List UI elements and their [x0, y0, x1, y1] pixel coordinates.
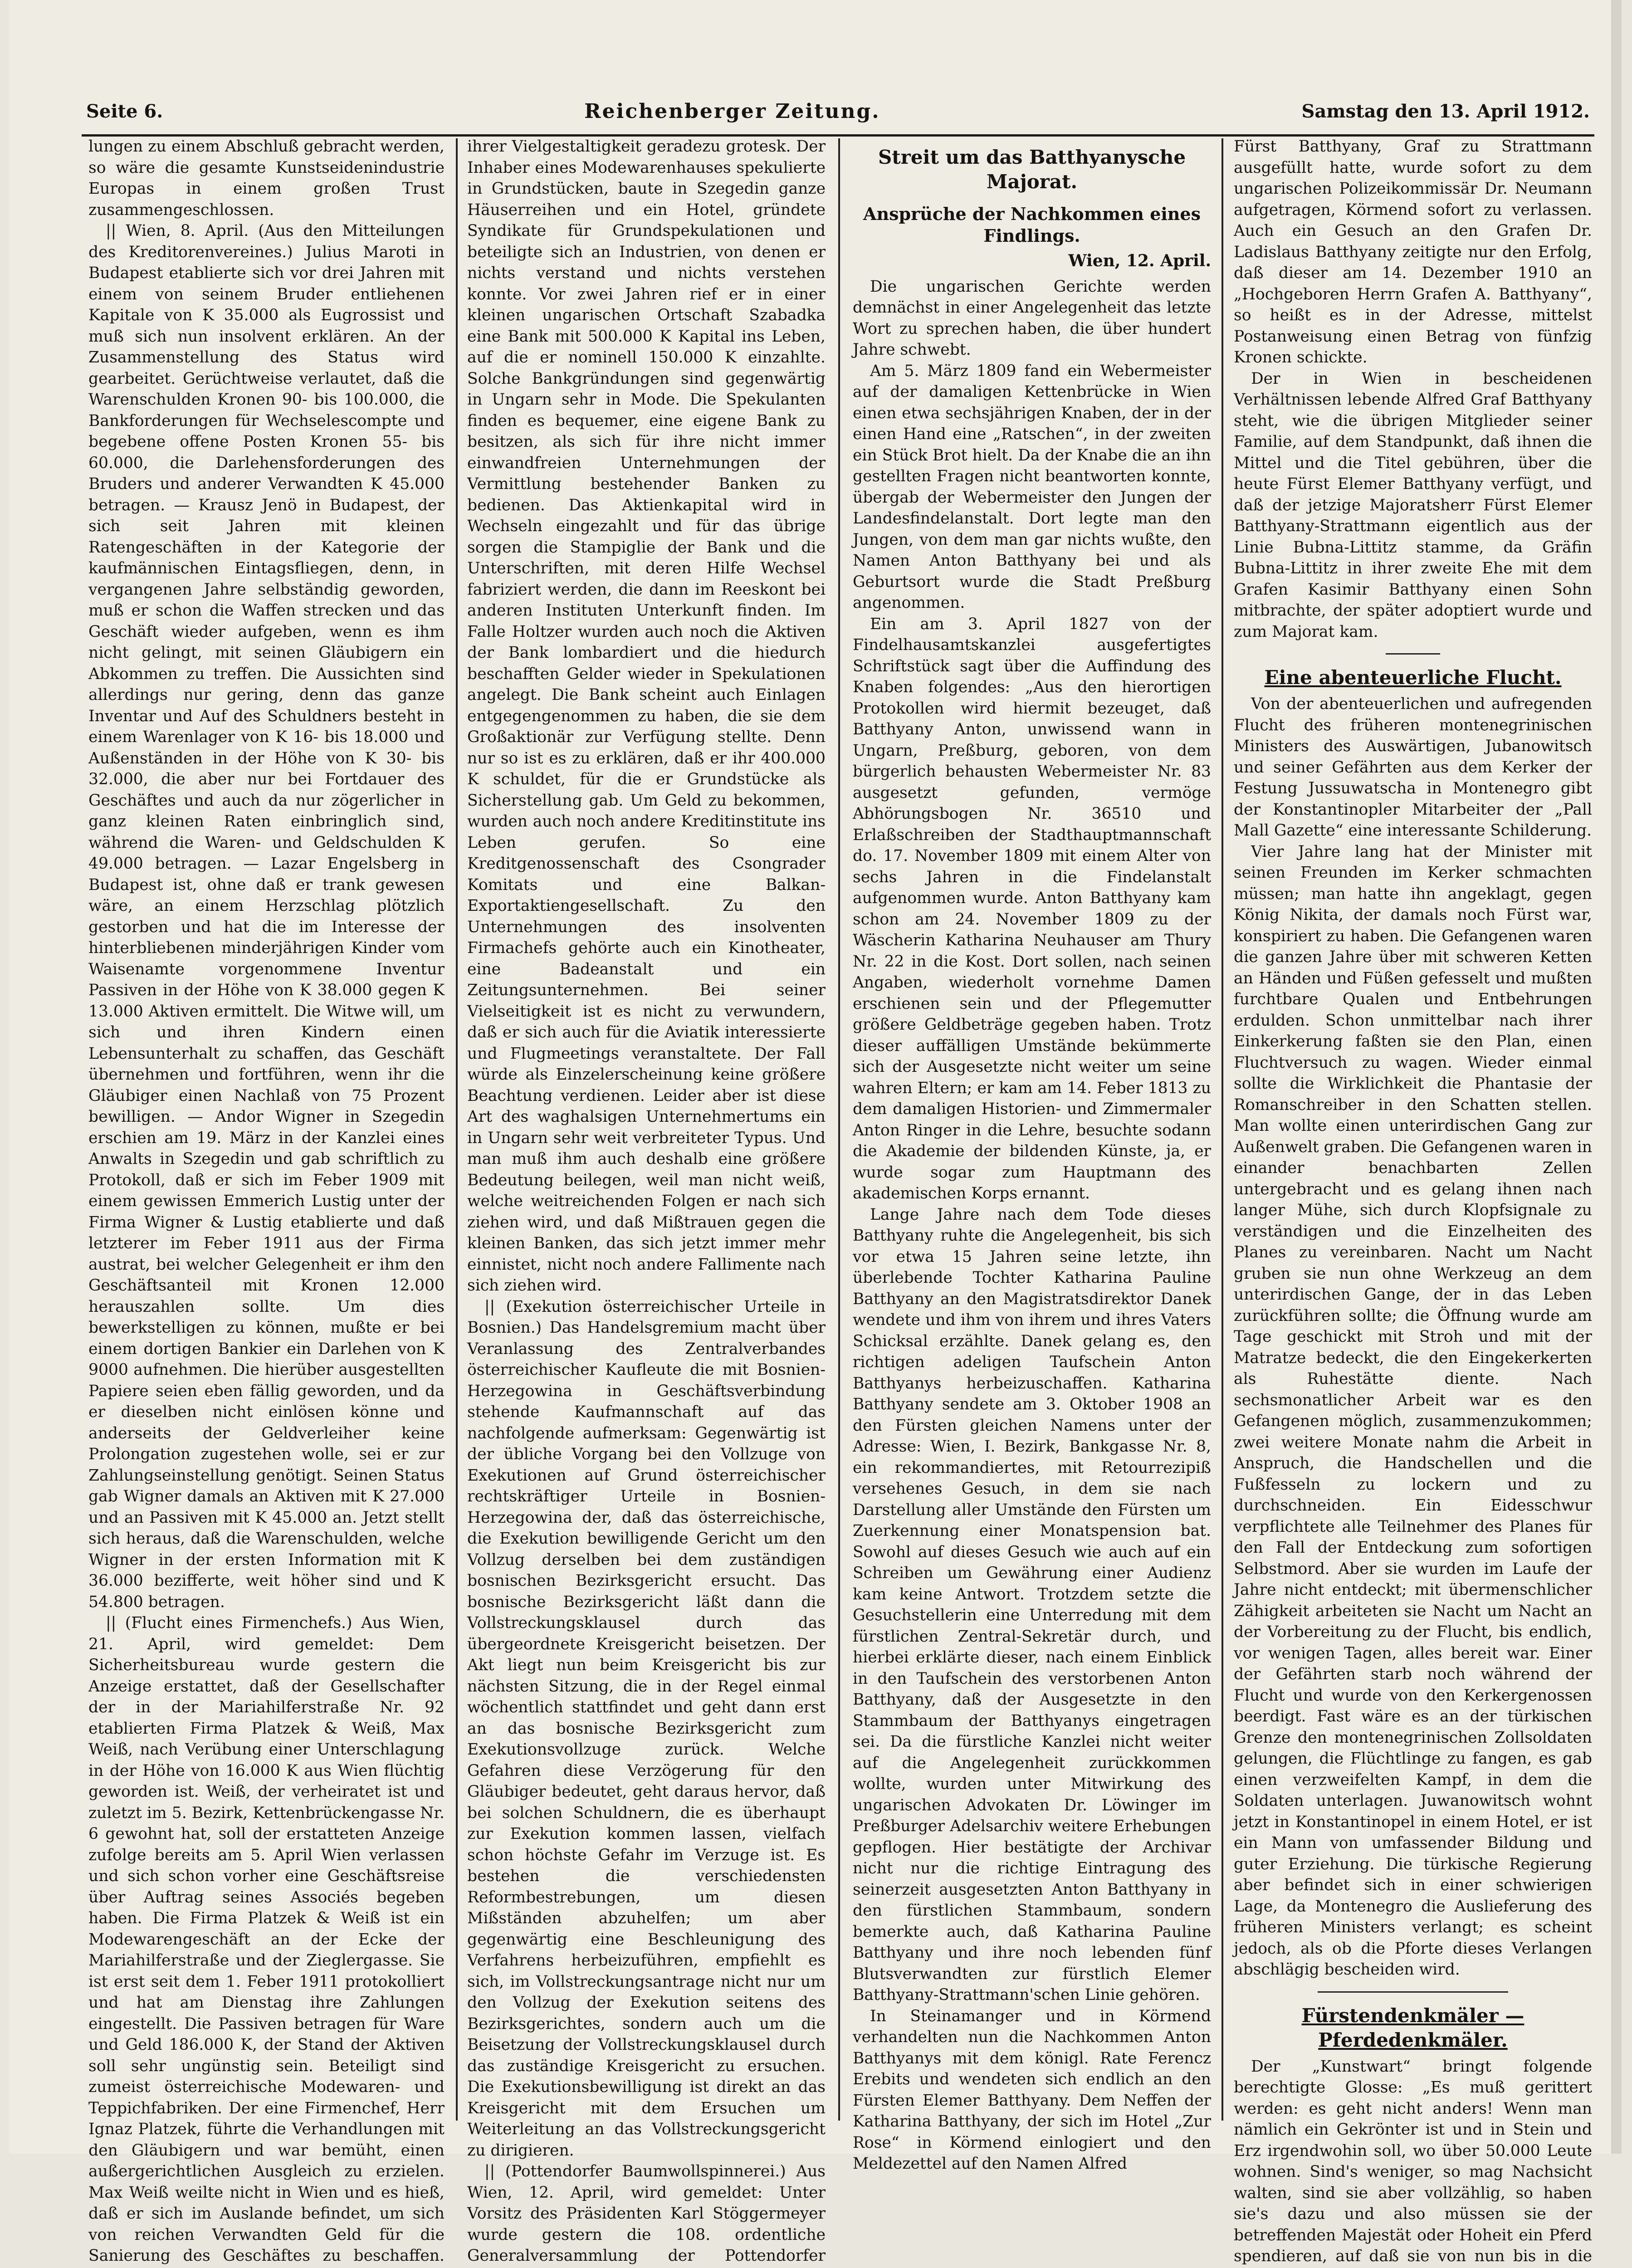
article-paragraph: Lange Jahre nach dem Tode dieses Batthyany ruhte die Angelegenheit, bis sich vor etwa 15 Jahren seine letzte, ihn überlebende Tochter Katharina Pauline Batthyany an den Magistratsdirektor Danek wendete und ihm von ihrem und ihres Vaters Schicksal erzählte. Danek gelang es, den richtigen adeligen Taufschein Anton Batthyanys herbeizuschaffen. Katharina Batthyany sendete am 3. Oktober 1908 an den Fürsten gleichen Namens unter der Adresse: Wien, I. Bezirk, Bankgasse Nr. 8, ein rekommandiertes, mit Retourrezipiß versehenes Gesuch, in dem sie nach Darstellung aller Umstände den Fürsten um Zuerkennung einer Monatspension bat. Sowohl auf dieses Gesuch wie auch auf ein Schreiben um Gewährung einer Audienz kam keine Antwort. Trotzdem setzte die Gesuchstellerin eine Unterredung mit dem fürstlichen Zentral-Sekretär durch, und hierbei erklärte dieser, nach einem Einblick in den Taufschein des verstorbenen Anton Batthyany, daß der Ausgesetzte in den Stammbaum der Batthyanys eingetragen sei. Da die fürstliche Kanzlei nicht weiter auf die Angelegenheit zurückkommen wollte, wurden unter Mitwirkung des ungarischen Advokaten Dr. Löwinger im Preßburger Adelsarchiv weitere Erhebungen gepflogen. Hier bestätigte der Archivar nicht nur die richtige Eintragung des seinerzeit ausgesetzten Anton Batthyany in den fürstlichen Stammbaum, sondern bemerkte auch, daß Katharina Pauline Batthyany und ihre noch lebenden fünf Blutsverwandten zur fürstlich Elemer Batthyany-Strattmann'schen Linie gehören. [853, 1204, 1211, 2006]
article-headline: Fürstendenkmäler — Pferdedenkmäler. [1234, 2004, 1592, 2053]
article-headline: Streit um das Batthyanysche Majorat. [853, 145, 1211, 194]
article-execution-bosnia: || (Exekution österreichischer Urteile in Bosnien.) Das Handelsgremium macht über Veranlassung des Zentralverbandes österreichischer Kaufleute die mit Bosnien-Herzegowina in Geschäftsverbindung stehende Kaufmannschaft auf das nachfolgende aufmerksam: Gegenwärtig ist der übliche Vorgang bei den Vollzuge von Exekutionen auf Grund österreichischer rechtskräftiger Urteile in Bosnien-Herzegowina der, daß das österreichische, die Exekution bewilligende Gericht um den Vollzug derselben bei dem zuständigen bosnischen Bezirksgericht ersucht. Das bosnische Bezirksgericht läßt dann die Vollstreckungsklausel durch das übergeordnete Kreisgericht beisetzen. Der Akt liegt nun beim Kreisgericht bis zur nächsten Sitzung, die in der Regel einmal wöchentlich stattfindet und geht dann erst an das bosnische Bezirksgericht zum Exekutionsvollzuge zurück. Welche Gefahren diese Verzögerung für den Gläubiger bedeutet, geht daraus hervor, daß bei solchen Schuldnern, die es überhaupt zur Exekution kommen lassen, vielfach schon höchste Gefahr im Verzuge ist. Es bestehen die verschiedensten Reformbestrebungen, um diesen Mißständen abzuhelfen; um aber gegenwärtig eine Beschleunigung des Verfahrens herbeizuführen, empfiehlt es sich, im Vollstreckungsantrage nicht nur um den Vollzug der Exekution seitens des Bezirksgerichtes, sondern auch um die Beisetzung der Vollstreckungsklausel durch das zuständige Kreisgericht zu ersuchen. Die Exekutionsbewilligung ist direkt an das Kreisgericht mit dem Ersuchen um Weiterleitung an das Vollstreckungsgericht zu dirigieren. [467, 1296, 826, 2161]
column-3 [853, 136, 1211, 2123]
article-paragraph: Vier Jahre lang hat der Minister mit seinen Freunden im Kerker schmachten müssen; man hatte ihn angeklagt, gegen König Nikita, der damals noch Fürst war, konspiriert zu haben. Die Gefangenen waren die ganzen Jahre über mit schweren Ketten an Händen und Füßen gefesselt und mußten furchtbare Qualen und Entbehrungen erdulden. Schon unmittelbar nach ihrer Einkerkerung faßten sie den Plan, einen Fluchtversuch zu wagen. Wieder einmal sollte die Wirklichkeit die Phantasie der Romanschreiber in den Schatten stellen. Man wollte einen unterirdischen Gang zur Außenwelt graben. Die Gefangenen waren in einander benachbarten Zellen untergebracht und es gelang ihnen nach langer Mühe, sich durch Klopfsignale zu verständigen und die Einzelheiten des Planes zu vereinbaren. Nacht um Nacht gruben sie nun ohne Werkzeug an dem unterirdischen Gange, der in das Leben zurückführen sollte; die Öffnung wurde am Tage geschickt mit Stroh und mit der Matratze bedeckt, die den Eingekerkerten als Ruhestätte diente. Nach sechsmonatlicher Arbeit war es den Gefangenen möglich, zusammenzukommen; zwei weitere Monate nahm die Arbeit in Anspruch, die Handschellen und die Fußfesseln zu lockern und zu durchschneiden. Ein Eidesschwur verpflichtete alle Teilnehmer des Planes für den Fall der Entdeckung zum sofortigen Selbstmord. Aber sie wurden im Laufe der Jahre nicht entdeckt; mit übermenschlicher Zähigkeit arbeiteten sie Nacht um Nacht an der Vorbereitung zu der Flucht, bis endlich, vor wenigen Tagen, alles bereit war. Einer der Gefährten starb noch während der Flucht und wurde von den Kerkergenossen beerdigt. Fast wäre es an der türkischen Grenze den montenegrinischen Zollsoldaten gelungen, die Flüchtlinge zu fangen, es gab einen verzweifelten Kampf, in dem die Soldaten unterlagen. Juwanowitsch wohnt jetzt in Konstantinopel in einem Hotel, er ist ein Mann von umfassender Bildung und guter Erziehung. Die türkische Regierung aber befindet sich in einer schwierigen Lage, da Montenegro die Auslieferung des früheren Ministers verlangt; es scheint jedoch, als ob die Pforte dieses Verlangen abschlägig bescheiden wird. [1234, 841, 1592, 1980]
article-paragraph: In Steinamanger und in Körmend verhandelten nun die Nachkommen Anton Batthyanys mit dem königl. Rate Ferencz Erebits und wendeten sich endlich an den Fürsten Elemer Batthyany. Dem Neffen der Katharina Batthyany, der sich im Hotel „Zur Rose“ in Körmend einlogiert und den Meldezettel auf den Namen Alfred [853, 2006, 1211, 2175]
column-2 [467, 136, 826, 2123]
article-flight-of-firm-chief: || (Flucht eines Firmenchefs.) Aus Wien, 21. April, wird gemeldet: Dem Sicherheitsbureau wurde gestern die Anzeige erstattet, daß der Gesellschafter der in der Mariahilferstraße Nr. 92 etablierten Firma Platzek & Weiß, Max Weiß, nach Verübung einer Unterschlagung in der Höhe von 16.000 K aus Wien flüchtig geworden ist. Weiß, der verheiratet ist und zuletzt im 5. Bezirk, Kettenbrückengasse Nr. 6 gewohnt hat, soll der erstatteten Anzeige zufolge bereits am 5. April Wien verlassen und sich schon vorher eine Geschäftsreise über Auftrag seines Associés begeben haben. Die Firma Platzek & Weiß ist ein Modewarengeschäft an der Ecke der Mariahilferstraße und der Zieglergasse. Sie ist erst seit dem 1. Feber 1911 protokolliert und hat am Dienstag ihre Zahlungen eingestellt. Die Passiven betragen für Ware und Geld 186.000 K, der Stand der Aktiven soll sehr ungünstig sein. Beteiligt sind zumeist österreichische Modewaren- und Teppichfabriken. Der eine Firmenchef, Herr Ignaz Platzek, führte die Verhandlungen mit den Gläubigern und war bemüht, einen außergerichtlichen Ausgleich zu erzielen. Max Weiß weilte nicht in Wien und es hieß, daß er sich im Auslande befindet, um sich von reichen Verwandten Geld für die Sanierung des Geschäftes zu beschaffen. [88, 1613, 445, 2268]
article-subheadline: Ansprüche der Nachkommen eines Findlings. [853, 203, 1211, 247]
column-divider [456, 138, 458, 2121]
article-paragraph: Die ungarischen Gerichte werden demnächst in einer Angelegenheit das letzte Wort zu sprechen haben, die über hundert Jahre schwebt. [853, 276, 1211, 361]
column-1 [88, 136, 445, 2123]
newspaper-title: Reichenberger Zeitung. [584, 100, 880, 123]
article-paragraph: Fürst Batthyany, Graf zu Strattmann ausgefüllt hatte, wurde sofort zu dem ungarischen Polizeikommissär Dr. Neumann aufgetragen, Körmend sofort zu verlassen. Auch ein Gesuch an den Grafen Dr. Ladislaus Batthyany zeitigte nur den Erfolg, daß dieser am 14. Dezember 1910 an „Hochgeboren Herrn Grafen A. Batthyany“, so heißt es in der Adresse, mittelst Postanweisung einen Betrag von fünfzig Kronen schickte. [1234, 136, 1592, 368]
page-edge [1611, 0, 1622, 2154]
issue-date: Samstag den 13. April 1912. [1301, 101, 1590, 122]
article-paragraph: Ein am 3. April 1827 von der Findelhausamtskanzlei ausgefertigtes Schriftstück sagt über die Auffindung des Knaben folgendes: „Aus den hierortigen Protokollen wird hiermit bezeuget, daß Batthyany Anton, unwissend wann in Ungarn, Preßburg, geboren, von dem bürgerlich behausten Webermeister Nr. 83 ausgesetzt gefunden, vermöge Abhörungsbogen Nr. 36510 und Erlaßschreiben der Stadthauptmannschaft do. 17. November 1809 mit einem Alter von sechs Jahren in die Findelanstalt aufgenommen wurde. Anton Batthyany kam schon am 24. November 1809 zu der Wäscherin Katharina Neuhauser am Thury Nr. 22 in die Kost. Dort sollen, nach seinen Angaben, wiederholt vornehme Damen erschienen sein und der Pflegemutter größere Geldbeträge gegeben haben. Trotz dieser auffälligen Umstände bekümmerte sich der Ausgesetzte nicht weiter um seine wahren Eltern; er kam am 14. Feber 1813 zu dem damaligen Historien- und Zimmermaler Anton Ringer in die Lehre, besuchte sodann die Akademie der bildenden Künste, ja, er wurde sogar zum Hauptmann des akademischen Korps ernannt. [853, 614, 1211, 1204]
article-paragraph: Der „Kunstwart“ bringt folgende berechtigte Glosse: „Es muß gerittert werden: es geht nicht anders! Wenn man nämlich ein Gekrönter ist und in Stein und Erz irgendwohin soll, wo über 50.000 Leute wohnen. Sind's weniger, so mag Nachsicht walten, sind sie aber vollzählig, so haben sie's dazu und also müssen sie der betreffenden Majestät oder Hoheit ein Pferd spendieren, auf daß sie von nun bis in die [1234, 2056, 1592, 2268]
article-pottendorf-spinning: || (Pottendorfer Baumwollspinnerei.) Aus Wien, 12. April, wird gemeldet: Unter Vorsitz des Präsidenten Karl Stöggermeyer wurde gestern die 108. ordentliche Generalversammlung der Pottendorfer [467, 2161, 826, 2268]
article-paragraph: lungen zu einem Abschluß gebracht werden, so wäre die gesamte Kunstseidenindustrie Europas in einem großen Trust zusammengeschlossen. [88, 136, 445, 220]
column-divider [1222, 138, 1223, 2121]
page-header [86, 95, 1590, 127]
article-paragraph: Von der abenteuerlichen und aufregenden Flucht des früheren montenegrinischen Ministers des Auswärtigen, Jubanowitsch und seiner Gefährten aus dem Kerker der Festung Jussuwatscha in Montenegro gibt der Konstantinopler Mitarbeiter der „Pall Mall Gazette“ eine interessante Schilderung. [1234, 694, 1592, 841]
article-headline: Eine abenteuerliche Flucht. [1234, 665, 1592, 690]
article-dateline: Wien, 12. April. [853, 250, 1211, 272]
newspaper-page [9, 0, 1622, 2154]
article-paragraph: ihrer Vielgestaltigkeit geradezu grotesk. Der Inhaber eines Modewarenhauses spekulierte in Grundstücken, baute in Szegedin ganze Häuserreihen und ein Hotel, gründete Syndikate für Grundspekulationen und beteiligte sich an Industrien, von denen er nichts verstand und nichts verstehen konnte. Vor zwei Jahren rief er in einer kleinen ungarischen Ortschaft Szabadka eine Bank mit 500.000 K Kapital ins Leben, auf die er nominell 150.000 K einzahlte. Solche Bankgründungen sind gegenwärtig in Ungarn sehr in Mode. Die Spekulanten finden es bequemer, eine eigene Bank zu besitzen, als sich für ihre nicht immer einwandfreien Unternehmungen der Vermittlung bestehender Banken zu bedienen. Das Aktienkapital wird in Wechseln eingezahlt und für das übrige sorgen die Stampiglie der Bank und die Unterschriften, mit deren Hilfe Wechsel fabriziert werden, die dann im Reeskont bei anderen Instituten Unterkunft finden. Im Falle Holtzer wurden auch noch die Aktiven der Bank lombardiert und die hiedurch beschafften Gelder wieder in Spekulationen angelegt. Die Bank scheint auch Einlagen entgegengenommen zu haben, die sie dem Großaktionär zur Verfügung stellte. Denn nur so ist es zu erklären, daß er ihr 400.000 K schuldet, für die er Grundstücke als Sicherstellung gab. Um Geld zu bekommen, wurden auch noch andere Kreditinstitute ins Leben gerufen. So eine Kreditgenossenschaft des Csongrader Komitats und eine Balkan-Exportaktiengesellschaft. Zu den Unternehmungen des insolventen Firmachefs gehörte auch ein Kinotheater, eine Badeanstalt und ein Zeitungsunternehmen. Bei seiner Vielseitigkeit ist es nicht zu verwundern, daß er sich auch für die Aviatik interessierte und Flugmeetings veranstaltete. Der Fall würde als Einzelerscheinung keine größere Beachtung verdienen. Leider aber ist diese Art des waghalsigen Unternehmertums ein in Ungarn sehr weit verbreiteter Typus. Und man muß ihm auch deshalb eine größere Bedeutung beilegen, weil man nicht weiß, welche weitreichenden Folgen er nach sich ziehen wird, und daß Mißtrauen gegen die kleinen Banken, das sich jetzt immer mehr einnistet, nicht noch andere Fallimente nach sich ziehen wird. [467, 136, 826, 1296]
article-separator [1318, 1991, 1508, 1993]
article-separator [1386, 653, 1440, 655]
article-paragraph: Der in Wien in bescheidenen Verhältnissen lebende Alfred Graf Batthyany steht, wie die übrigen Mitglieder seiner Familie, auf dem Standpunkt, daß ihnen die Mittel und die Titel gebühren, über die heute Fürst Elemer Batthyany verfügt, und daß der jetzige Majoratsherr Fürst Elemer Batthyany-Strattmann eigentlich aus der Linie Bubna-Littitz stamme, da Gräfin Bubna-Littitz in ihrer zweite Ehe mit dem Grafen Kasimir Batthyany einen Sohn mitbrachte, der später adoptiert wurde und zum Majorat kam. [1234, 368, 1592, 643]
column-divider [838, 138, 840, 2121]
page-number: Seite 6. [86, 101, 163, 122]
column-4 [1234, 136, 1592, 2123]
article-paragraph: Am 5. März 1809 fand ein Webermeister auf der damaligen Kettenbrücke in Wien einen etwa sechsjährigen Knaben, der in der einen Hand eine „Ratschen“, in der zweiten ein Stück Brot hielt. Da der Knabe die an ihn gestellten Fragen nicht beantworten konnte, übergab der Webermeister den Jungen der Landesfindelanstalt. Dort legte man den Jungen, von dem man gar nichts wußte, den Namen Anton Batthyany bei und als Geburtsort wurde die Stadt Preßburg angenommen. [853, 361, 1211, 614]
article-creditors-association: || Wien, 8. April. (Aus den Mitteilungen des Kreditorenvereines.) Julius Maroti in Budapest etablierte sich vor drei Jahren mit einem von seinem Bruder entliehenen Kapitale von K 35.000 als Eugrossist und muß sich nun insolvent erklären. An der Zusammenstellung des Status wird gearbeitet. Gerüchtweise verlautet, daß die Warenschulden Kronen 90- bis 100.000, die Bankforderungen für Wechselescompte und begebene offene Posten Kronen 55- bis 60.000, die Darlehensforderungen des Bruders und anderer Verwandten K 45.000 betragen. — Krausz Jenö in Budapest, der sich seit Jahren mit kleinen Ratengeschäften in der Kategorie der kaufmännischen Eintagsfliegen, denn, in vergangenen Jahre selbständig geworden, muß er schon die Waffen strecken und das Geschäft wieder aufgeben, wenn es ihm nicht gelingt, mit seinen Gläubigern ein Abkommen zu treffen. Die Aussichten sind allerdings nur gering, denn das ganze Inventar und Auf des Schuldners besteht in einem Warenlager von K 16- bis 18.000 und Außenständen in der Höhe von K 30- bis 32.000, die aber nur bei Fortdauer des Geschäftes und auch da nur zögerlicher in ganz kleinen Raten einbringlich sind, während die Waren- und Geldschulden K 49.000 betragen. — Lazar Engelsberg in Budapest ist, ohne daß er trank gewesen wäre, an einem Herzschlag plötzlich gestorben und hat die im Interesse der hinterbliebenen minderjährigen Kinder vom Waisenamte vorgenommene Inventur Passiven in der Höhe von K 38.000 gegen K 13.000 Aktiven ermittelt. Die Witwe will, um sich und ihren Kindern einen Lebensunterhalt zu schaffen, das Geschäft übernehmen und fortführen, wenn ihr die Gläubiger einen Nachlaß von 75 Prozent bewilligen. — Andor Wigner in Szegedin erschien am 19. März in der Kanzlei eines Anwalts in Szegedin und gab schriftlich zu Protokoll, daß er sich im Feber 1909 mit einem gewissen Emmerich Lustig unter der Firma Wigner & Lustig etablierte und daß letzterer im Feber 1911 aus der Firma austrat, bei welcher Gelegenheit er ihm den Geschäftsanteil mit Kronen 12.000 herauszahlen sollte. Um dies bewerkstelligen zu können, mußte er bei einem dortigen Bankier ein Darlehen von K 9000 aufnehmen. Die hierüber ausgestellten Papiere seien eben fällig geworden, und da er dieselben nicht einlösen könne und anderseits der Geldverleiher keine Prolongation zugestehen wolle, sei er zur Zahlungseinstellung genötigt. Seinen Status gab Wigner damals an Aktiven mit K 27.000 und an Passiven mit K 45.000 an. Jetzt stellt sich heraus, daß die Warenschulden, welche Wigner in der ersten Information mit K 36.000 bezifferte, weit höher sind und K 54.800 betragen. [88, 220, 445, 1613]
